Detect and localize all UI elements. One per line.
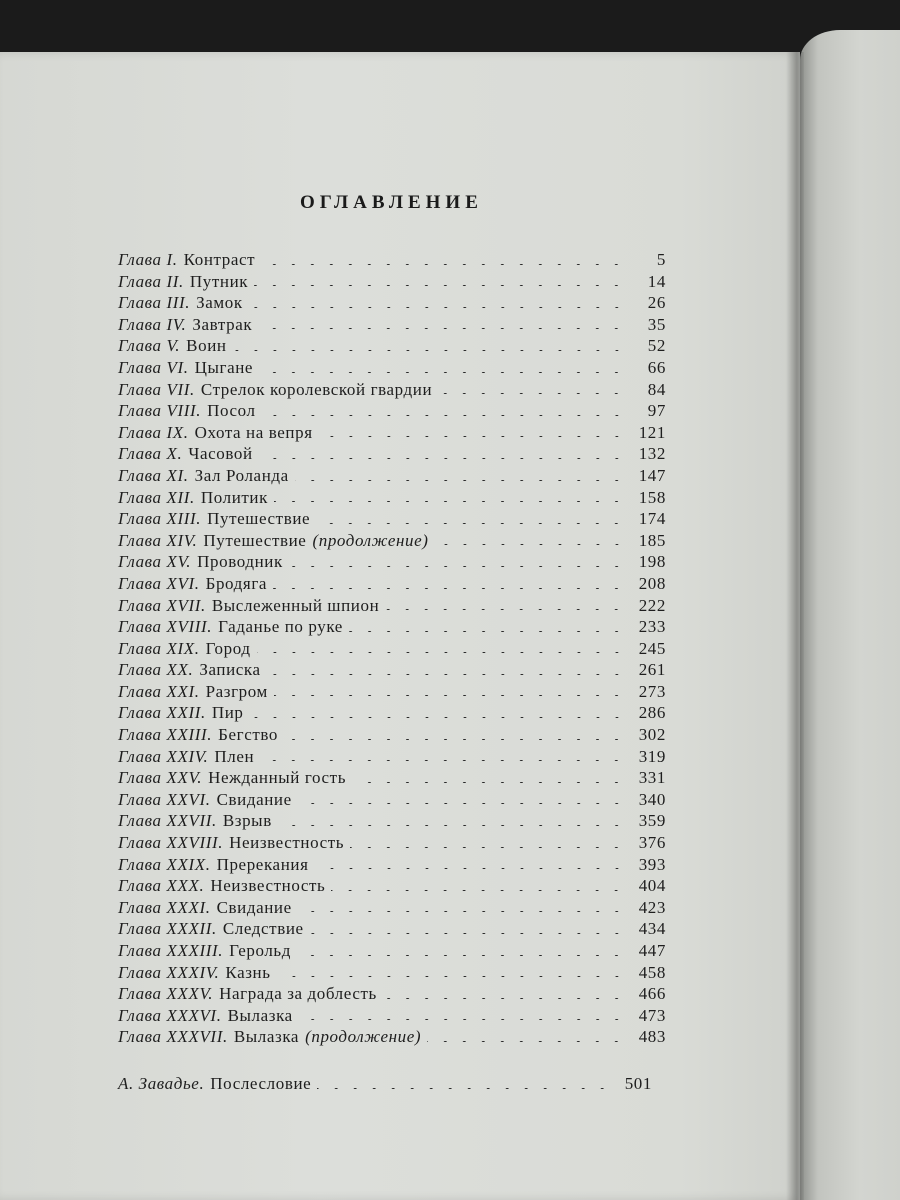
chapter-number: Глава XXXII. bbox=[118, 919, 217, 939]
dot-leader bbox=[383, 998, 626, 999]
toc-entry bbox=[118, 335, 666, 357]
toc-entry bbox=[118, 897, 666, 919]
chapter-number: Глава XXXVII. bbox=[118, 1027, 228, 1047]
page-number: 147 bbox=[638, 465, 666, 485]
chapter-number: Глава XII. bbox=[118, 487, 195, 507]
chapter-title: Стрелок королевской гвардии bbox=[200, 379, 433, 399]
chapter-title: Разгром bbox=[205, 681, 268, 701]
toc-entry bbox=[118, 314, 666, 336]
dot-leader bbox=[259, 372, 626, 373]
dot-leader bbox=[267, 674, 626, 675]
dot-leader bbox=[298, 803, 626, 804]
dot-leader bbox=[310, 933, 626, 934]
toc-entry bbox=[118, 357, 666, 379]
toc-entry bbox=[118, 810, 666, 832]
page-number: 185 bbox=[638, 530, 666, 550]
toc-entry bbox=[118, 249, 666, 271]
chapter-number: Глава XVIII. bbox=[118, 617, 213, 637]
chapter-title: Путник bbox=[189, 271, 249, 291]
page-number: 261 bbox=[638, 660, 666, 680]
page-number: 233 bbox=[638, 617, 666, 637]
page-number: 286 bbox=[638, 703, 666, 723]
toc-entry bbox=[118, 422, 666, 444]
table-of-contents bbox=[118, 249, 666, 1048]
afterword-page: 501 bbox=[624, 1074, 652, 1093]
toc-entry bbox=[118, 962, 666, 984]
dot-leader bbox=[254, 285, 626, 286]
chapter-number: Глава II. bbox=[118, 271, 184, 291]
page-number: 393 bbox=[638, 854, 666, 874]
dot-leader bbox=[427, 1041, 626, 1042]
chapter-number: Глава X. bbox=[118, 444, 183, 464]
chapter-title: Плен bbox=[214, 746, 255, 766]
dot-leader bbox=[331, 890, 626, 891]
toc-entry bbox=[118, 487, 666, 509]
chapter-number: Глава XIV. bbox=[118, 530, 198, 550]
chapter-title: Завтрак bbox=[192, 314, 253, 334]
page-number: 359 bbox=[638, 811, 666, 831]
chapter-number: Глава XXX. bbox=[118, 876, 205, 896]
toc-entry bbox=[118, 832, 666, 854]
chapter-number: Глава XXXIV. bbox=[118, 962, 220, 982]
dot-leader bbox=[317, 1088, 612, 1089]
chapter-title: Неизвестность bbox=[210, 876, 326, 896]
chapter-title: Выслеженный шпион bbox=[211, 595, 380, 615]
page-number: 473 bbox=[638, 1005, 666, 1025]
toc-entry bbox=[118, 465, 666, 487]
chapter-title: Награда за доблесть bbox=[219, 984, 377, 1004]
toc-entry bbox=[118, 443, 666, 465]
dot-leader bbox=[289, 566, 626, 567]
page-number: 222 bbox=[638, 595, 666, 615]
chapter-number: Глава XXII. bbox=[118, 703, 206, 723]
toc-entry bbox=[118, 379, 666, 401]
chapter-title: Охота на вепря bbox=[194, 422, 313, 442]
page-number: 66 bbox=[647, 357, 666, 377]
afterword-title: Послесловие bbox=[210, 1074, 312, 1093]
toc-entry bbox=[118, 573, 666, 595]
toc-entry bbox=[118, 724, 666, 746]
chapter-number: Глава III. bbox=[118, 293, 191, 313]
toc-entry bbox=[118, 746, 666, 768]
afterword-author: А. Завадье. bbox=[118, 1074, 205, 1093]
dot-leader bbox=[233, 350, 626, 351]
chapter-title: Замок bbox=[196, 293, 243, 313]
dot-leader bbox=[277, 976, 626, 977]
dot-leader bbox=[274, 695, 626, 696]
toc-entry bbox=[118, 681, 666, 703]
dot-leader bbox=[257, 652, 626, 653]
dot-leader bbox=[259, 458, 626, 459]
page-number: 245 bbox=[638, 638, 666, 658]
dot-leader bbox=[315, 868, 626, 869]
chapter-title: Путешествие bbox=[203, 530, 307, 550]
chapter-title: Вылазка bbox=[227, 1005, 293, 1025]
dot-leader bbox=[278, 825, 626, 826]
chapter-number: Глава XXVI. bbox=[118, 789, 211, 809]
page-number: 121 bbox=[638, 422, 666, 442]
dot-leader bbox=[350, 847, 626, 848]
chapter-title: Контраст bbox=[183, 250, 256, 269]
chapter-title: Нежданный гость bbox=[208, 768, 347, 788]
toc-entry bbox=[118, 918, 666, 940]
dot-leader bbox=[262, 415, 626, 416]
toc-entry bbox=[118, 1026, 666, 1048]
dot-leader bbox=[260, 760, 626, 761]
page-number: 198 bbox=[638, 552, 666, 572]
chapter-title: Пререкания bbox=[216, 854, 309, 874]
dot-leader bbox=[274, 501, 626, 502]
dot-leader bbox=[298, 911, 626, 912]
chapter-number: Глава IV. bbox=[118, 314, 187, 334]
page-number: 35 bbox=[647, 314, 666, 334]
chapter-number: Глава XXVII. bbox=[118, 811, 217, 831]
chapter-title: Проводник bbox=[197, 552, 283, 572]
chapter-number: Глава VIII. bbox=[118, 401, 202, 421]
chapter-title: Часовой bbox=[188, 444, 253, 464]
chapter-title: Посол bbox=[207, 401, 256, 421]
chapter-number: Глава XVI. bbox=[118, 573, 200, 593]
chapter-title: Город bbox=[205, 638, 251, 658]
chapter-number: Глава XXIX. bbox=[118, 854, 211, 874]
chapter-number: Глава XXXIII. bbox=[118, 941, 224, 960]
page-number: 26 bbox=[647, 293, 666, 313]
page-number: 273 bbox=[638, 681, 666, 701]
toc-entry bbox=[118, 292, 666, 314]
chapter-number: Глава XXI. bbox=[118, 681, 200, 701]
page-number: 158 bbox=[638, 487, 666, 507]
chapter-title: Герольд bbox=[229, 941, 292, 960]
chapter-title: Гаданье по руке bbox=[218, 617, 343, 637]
toc-entry bbox=[118, 854, 666, 876]
page-number: 434 bbox=[638, 919, 666, 939]
page-number: 404 bbox=[638, 876, 666, 896]
toc-entry bbox=[118, 659, 666, 681]
toc-entry bbox=[118, 702, 666, 724]
chapter-number: Глава XIII. bbox=[118, 509, 202, 529]
page-number: 208 bbox=[638, 573, 666, 593]
chapter-title: Записка bbox=[199, 660, 261, 680]
afterword-entry bbox=[118, 1073, 652, 1095]
chapter-title: Цыгане bbox=[194, 357, 254, 377]
page-number: 447 bbox=[638, 941, 666, 960]
chapter-number: Глава I. bbox=[118, 250, 178, 269]
chapter-number: Глава XV. bbox=[118, 552, 192, 572]
dot-leader bbox=[316, 523, 626, 524]
toc-entry bbox=[118, 789, 666, 811]
toc-entry bbox=[118, 530, 666, 552]
chapter-number: Глава XI. bbox=[118, 465, 189, 485]
toc-entry bbox=[118, 983, 666, 1005]
chapter-title: Следствие bbox=[222, 919, 304, 939]
toc-entry bbox=[118, 271, 666, 293]
dot-leader bbox=[261, 264, 626, 265]
chapter-number: Глава XIX. bbox=[118, 638, 200, 658]
dot-leader bbox=[349, 631, 626, 632]
toc-entry bbox=[118, 1005, 666, 1027]
chapter-number: Глава VI. bbox=[118, 357, 189, 377]
chapter-number: Глава XVII. bbox=[118, 595, 206, 615]
dot-leader bbox=[249, 307, 626, 308]
chapter-number: Глава XXXI. bbox=[118, 897, 211, 917]
chapter-title: Казнь bbox=[225, 962, 271, 982]
page-number: 132 bbox=[638, 444, 666, 464]
facing-page-edge bbox=[800, 30, 900, 1200]
chapter-title: Неизвестность bbox=[229, 833, 345, 853]
toc-entry bbox=[118, 595, 666, 617]
toc-entry bbox=[118, 940, 666, 962]
dot-leader bbox=[284, 739, 626, 740]
chapter-number: Глава XXVIII. bbox=[118, 833, 224, 853]
toc-entry bbox=[118, 638, 666, 660]
page-number: 483 bbox=[638, 1027, 666, 1047]
dot-leader bbox=[297, 955, 626, 956]
toc-entry bbox=[118, 767, 666, 789]
chapter-title: Воин bbox=[186, 336, 227, 356]
dot-leader bbox=[435, 544, 626, 545]
page-number: 174 bbox=[638, 509, 666, 529]
page-number: 340 bbox=[638, 789, 666, 809]
chapter-number: Глава XX. bbox=[118, 660, 194, 680]
chapter-title: Пир bbox=[211, 703, 244, 723]
chapter-number: Глава XXIV. bbox=[118, 746, 209, 766]
dot-leader bbox=[273, 588, 626, 589]
dot-leader bbox=[250, 717, 626, 718]
chapter-title: Путешествие bbox=[207, 509, 311, 529]
page-number: 458 bbox=[638, 962, 666, 982]
chapter-number: Глава XXXV. bbox=[118, 984, 214, 1004]
toc-entry bbox=[118, 400, 666, 422]
page-number: 52 bbox=[647, 336, 666, 356]
page-number: 376 bbox=[638, 833, 666, 853]
chapter-number: Глава VII. bbox=[118, 379, 195, 399]
dot-leader bbox=[299, 1019, 626, 1020]
page-number: 5 bbox=[656, 250, 666, 269]
dot-leader bbox=[352, 782, 626, 783]
chapter-subtitle: (продолжение) bbox=[312, 530, 429, 550]
toc-entry bbox=[118, 551, 666, 573]
page-title: ОГЛАВЛЕНИЕ bbox=[300, 192, 483, 213]
dot-leader bbox=[295, 480, 626, 481]
dot-leader bbox=[385, 609, 626, 610]
chapter-title: Зал Роланда bbox=[194, 465, 289, 485]
chapter-title: Свидание bbox=[216, 789, 292, 809]
chapter-subtitle: (продолжение) bbox=[305, 1027, 422, 1047]
toc-entry bbox=[118, 616, 666, 638]
page-number: 84 bbox=[647, 379, 666, 399]
page-gutter-shadow bbox=[786, 52, 804, 1200]
page-number: 423 bbox=[638, 897, 666, 917]
page-number: 331 bbox=[638, 768, 666, 788]
page-number: 319 bbox=[638, 746, 666, 766]
page-number: 14 bbox=[647, 271, 666, 291]
chapter-number: Глава IX. bbox=[118, 422, 189, 442]
chapter-title: Свидание bbox=[216, 897, 292, 917]
chapter-title: Бегство bbox=[218, 725, 278, 745]
page-number: 302 bbox=[638, 725, 666, 745]
dot-leader bbox=[319, 436, 626, 437]
page-number: 466 bbox=[638, 984, 666, 1004]
chapter-title: Бродяга bbox=[205, 573, 268, 593]
chapter-number: Глава XXV. bbox=[118, 768, 203, 788]
dot-leader bbox=[258, 328, 626, 329]
chapter-title: Вылазка bbox=[233, 1027, 300, 1047]
chapter-number: Глава XXIII. bbox=[118, 725, 213, 745]
dot-leader bbox=[438, 393, 626, 394]
toc-entry bbox=[118, 508, 666, 530]
chapter-number: Глава XXXVI. bbox=[118, 1005, 222, 1025]
toc-entry bbox=[118, 875, 666, 897]
chapter-number: Глава V. bbox=[118, 336, 181, 356]
chapter-title: Взрыв bbox=[222, 811, 272, 831]
chapter-title: Политик bbox=[200, 487, 268, 507]
page-number: 97 bbox=[647, 401, 666, 421]
